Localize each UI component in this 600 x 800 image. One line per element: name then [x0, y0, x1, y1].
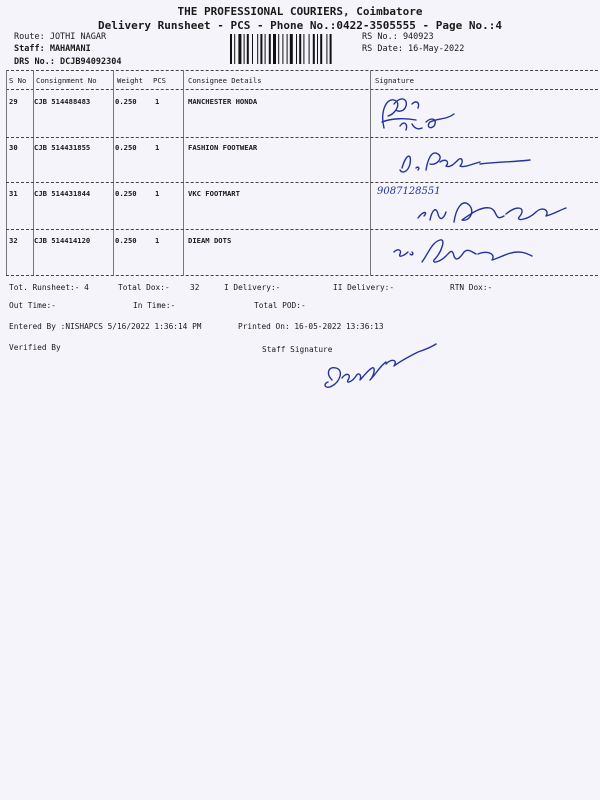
signature-row-31 [410, 192, 570, 228]
total-pod: Total POD:- [254, 301, 306, 310]
row-consignment-no: CJB 514431844 [34, 189, 91, 198]
row-weight: 0.250 [115, 236, 137, 245]
row-weight: 0.250 [115, 97, 137, 106]
runsheet-subtitle: Delivery Runsheet - PCS - Phone No.:0422-3505555 - Page No.:4 [98, 19, 502, 32]
row-consignee: DIEAM DOTS [188, 236, 232, 245]
column-divider [113, 70, 114, 275]
i-delivery: I Delivery:- [224, 283, 281, 292]
row-divider [6, 229, 598, 230]
header-consignment-no: Consignment No [36, 76, 97, 85]
column-divider [183, 70, 184, 275]
row-consignee: FASHION FOOTWEAR [188, 143, 258, 152]
staff-label: Staff: MAHAMANI [14, 44, 91, 54]
column-divider [370, 70, 371, 275]
column-divider [6, 70, 7, 275]
out-time: Out Time:- [9, 301, 56, 310]
row-divider [6, 182, 598, 183]
route-label: Route: JOTHI NAGAR [14, 32, 107, 42]
header-weight: Weight [117, 76, 143, 85]
row-consignment-no: CJB 514414120 [34, 236, 91, 245]
signature-row-30 [392, 140, 542, 180]
row-s-no: 32 [9, 236, 18, 245]
in-time: In Time:- [133, 301, 176, 310]
row-weight: 0.250 [115, 143, 137, 152]
header-consignee-details: Consignee Details [188, 76, 262, 85]
row-weight: 0.250 [115, 189, 137, 198]
row-consignment-no: CJB 514431855 [34, 143, 91, 152]
drs-number: DRS No.: DCJB94092304 [14, 57, 122, 67]
row-pcs: 1 [155, 143, 160, 152]
row-s-no: 29 [9, 97, 18, 106]
rs-number: RS No.: 940923 [362, 32, 434, 42]
table-header-rule [6, 89, 598, 90]
row-s-no: 30 [9, 143, 18, 152]
row-consignee: VKC FOOTMART [188, 189, 240, 198]
barcode-image [230, 34, 358, 64]
header-signature: Signature [375, 76, 414, 85]
verified-by: Verified By [9, 343, 61, 352]
row-s-no: 31 [9, 189, 18, 198]
handwritten-phone-note: 9087128551 [377, 186, 441, 197]
ii-delivery: II Delivery:- [333, 283, 395, 292]
row-consignment-no: CJB 514488483 [34, 97, 91, 106]
header-pcs: PCS [153, 76, 166, 85]
row-pcs: 1 [155, 189, 160, 198]
tot-runsheet: Tot. Runsheet:- 4 [9, 283, 89, 292]
row-divider [6, 137, 598, 138]
total-dox-value: 32 [190, 283, 200, 292]
header-s-no: S No [9, 76, 27, 85]
signature-row-32 [388, 232, 538, 272]
table-bottom-rule [6, 275, 598, 276]
rs-date: RS Date: 16-May-2022 [362, 44, 465, 54]
staff-signature-label: Staff Signature [262, 345, 333, 354]
table-top-rule [6, 70, 598, 71]
row-pcs: 1 [155, 97, 160, 106]
company-title: THE PROFESSIONAL COURIERS, Coimbatore [177, 5, 423, 18]
staff-signature-image [318, 334, 448, 398]
total-dox-label: Total Dox:- [118, 283, 170, 292]
row-consignee: MANCHESTER HONDA [188, 97, 258, 106]
rtn-dox: RTN Dox:- [450, 283, 493, 292]
row-pcs: 1 [155, 236, 160, 245]
signature-row-29 [372, 92, 482, 136]
printed-on: Printed On: 16-05-2022 13:36:13 [238, 322, 384, 331]
entered-by: Entered By :NISHAPCS 5/16/2022 1:36:14 PM [9, 322, 202, 331]
